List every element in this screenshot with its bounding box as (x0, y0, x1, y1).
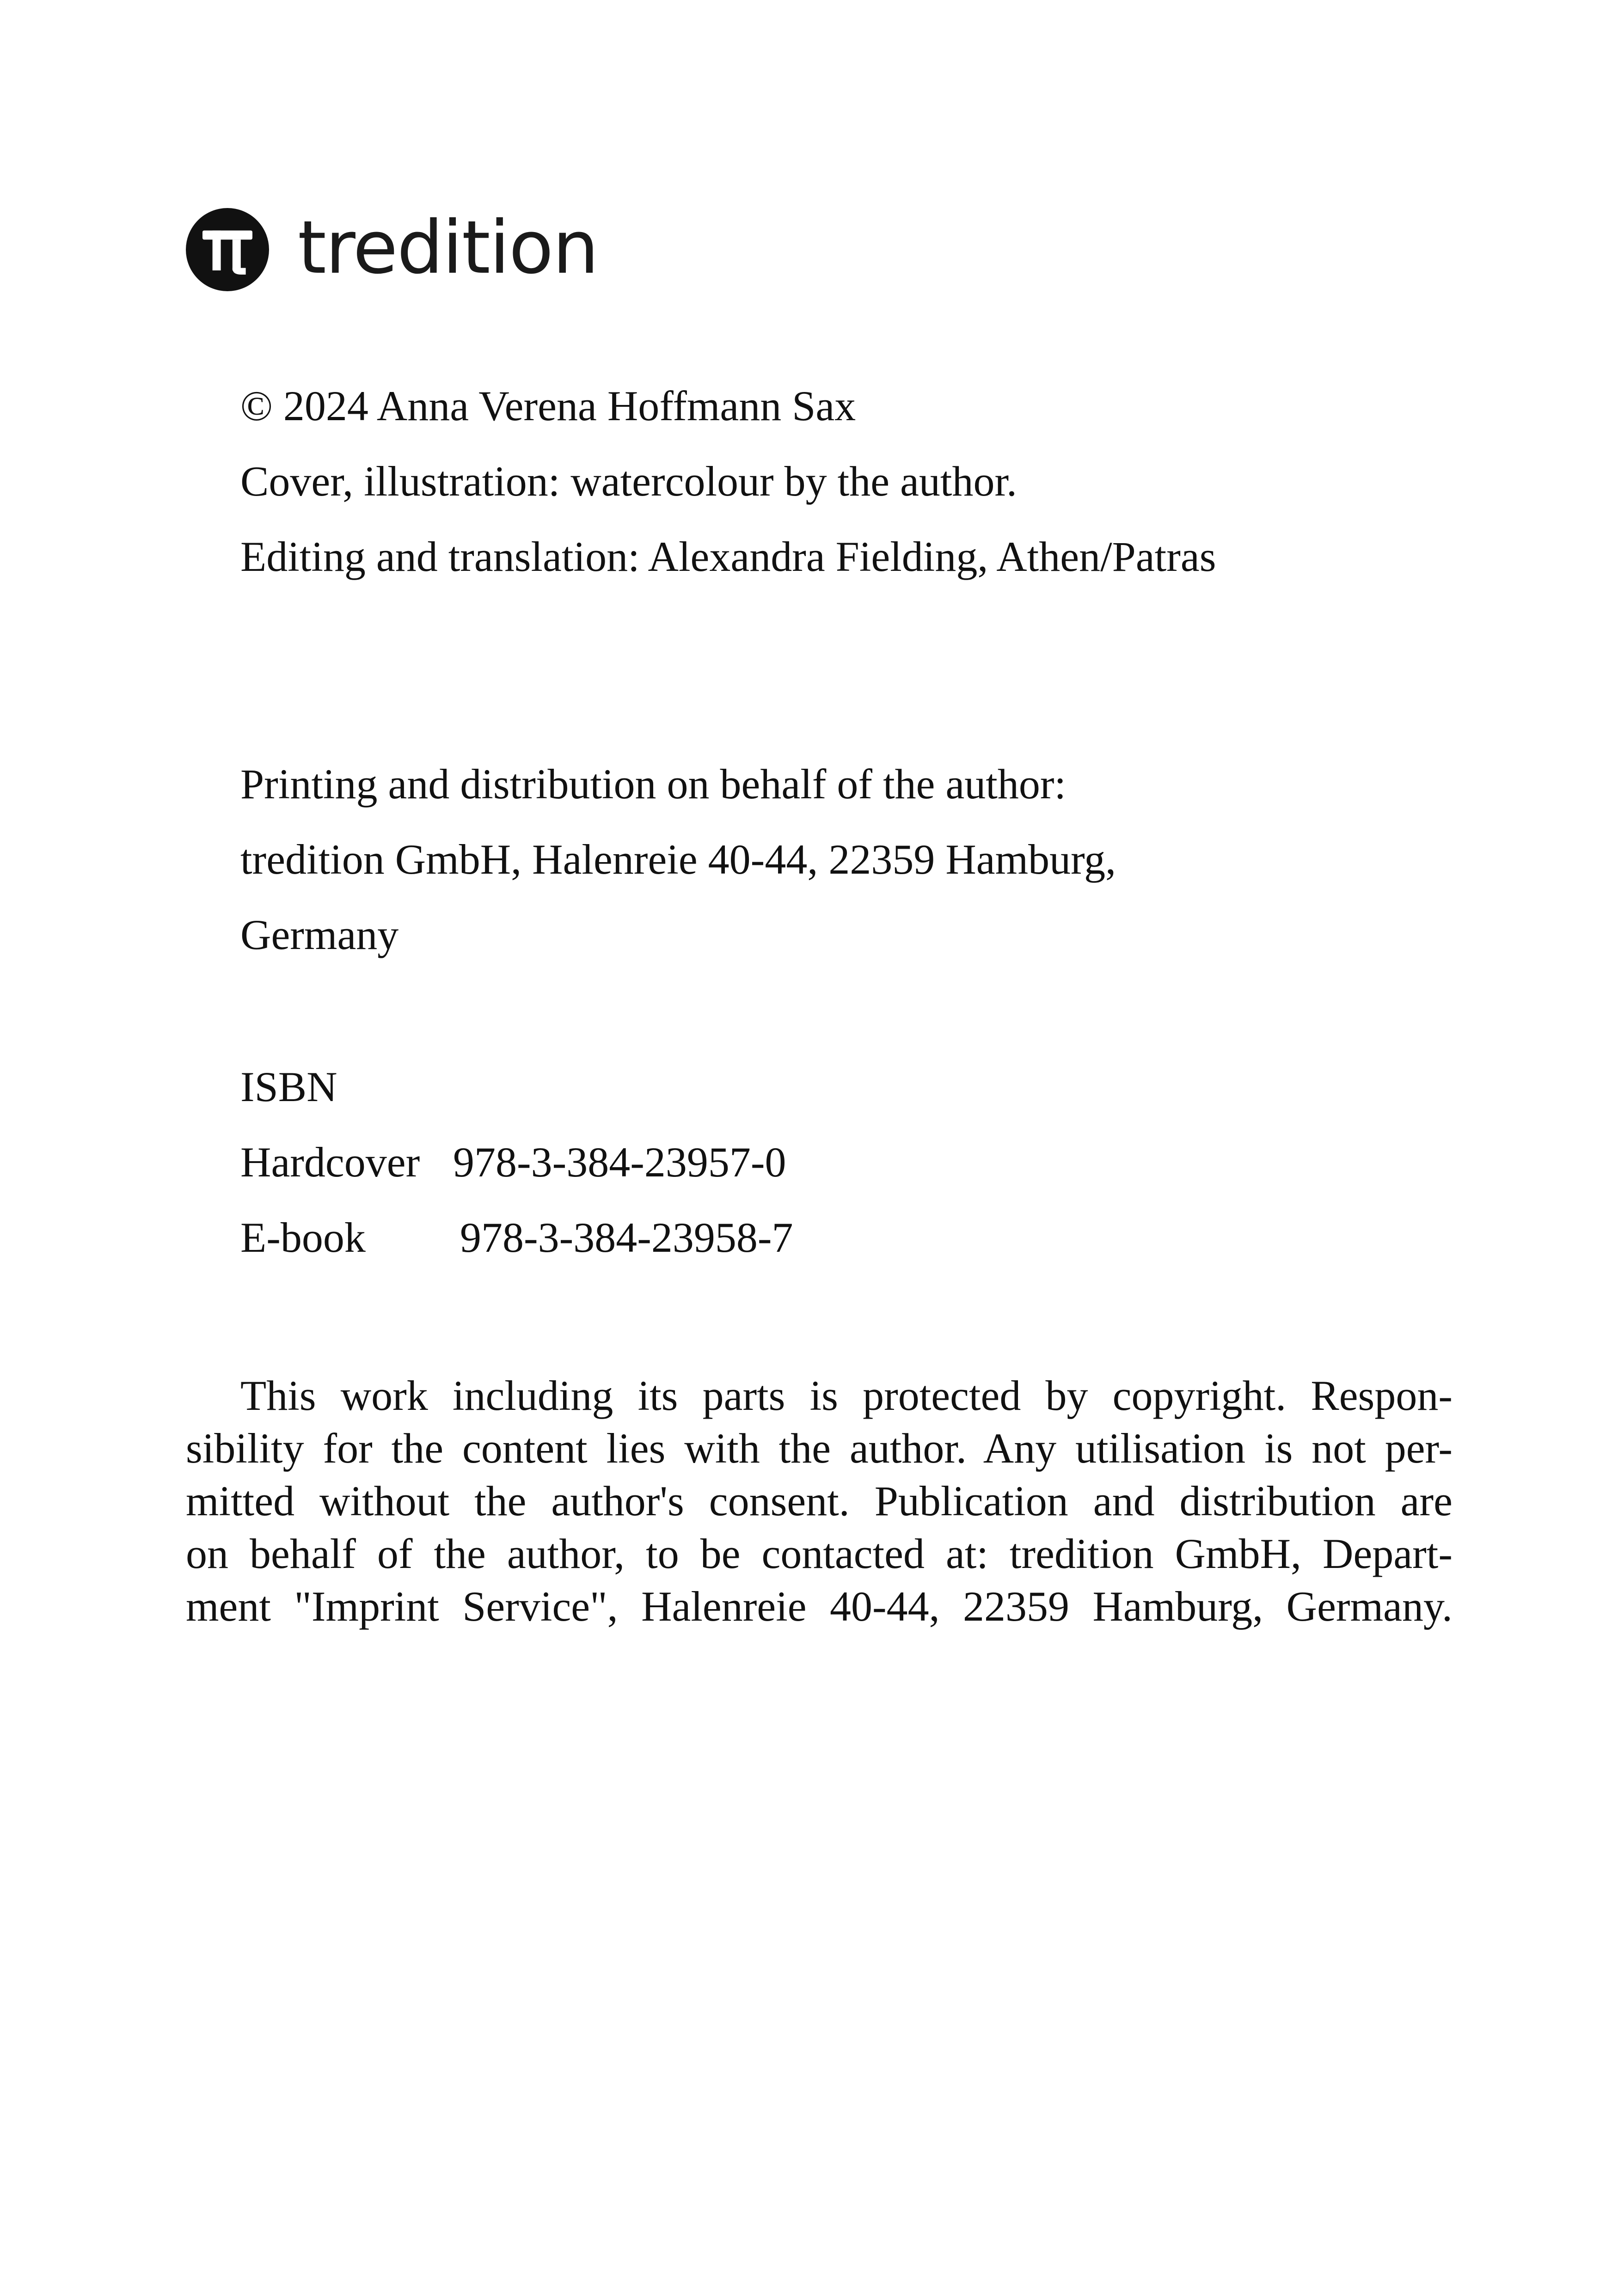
isbn-ebook-row (240, 1214, 793, 1261)
copyright-line: © 2024 Anna Verena Hoffmann Sax (240, 382, 856, 429)
notice-line-2: sibility for the content lies with the author. Any utilisation is not per- (186, 1425, 1453, 1472)
cover-credit-line: Cover, illustration: watercolour by the author. (240, 458, 1017, 505)
publisher-name: tredition (298, 205, 598, 290)
notice-line-1: This work including its parts is protected by copyright. Respon- (240, 1372, 1453, 1419)
notice-line-5: ment "Imprint Service", Halenreie 40-44, 22359 Hamburg, Germany. (186, 1583, 1453, 1630)
publisher-logo (186, 205, 598, 291)
isbn-hardcover-label: Hardcover (240, 1139, 420, 1186)
isbn-hardcover-value: 978-3-384-23957-0 (453, 1139, 786, 1186)
copyright-notice (186, 1369, 1453, 1633)
notice-line-3: mitted without the author's consent. Publication and distribution are (186, 1477, 1453, 1525)
tredition-logo-icon (186, 208, 269, 291)
isbn-ebook-label: E-book (240, 1214, 366, 1261)
isbn-hardcover-row (240, 1139, 786, 1186)
isbn-ebook-value: 978-3-384-23958-7 (460, 1214, 793, 1261)
printing-line-2: tredition GmbH, Halenreie 40-44, 22359 Hamburg, (240, 836, 1116, 883)
editing-credit-line: Editing and translation: Alexandra Fielding, Athen/Patras (240, 533, 1216, 580)
notice-line-4: on behalf of the author, to be contacted at: tredition GmbH, Depart- (186, 1530, 1453, 1577)
isbn-heading: ISBN (240, 1063, 337, 1110)
printing-line-3: Germany (240, 911, 399, 958)
printing-line-1: Printing and distribution on behalf of the author: (240, 760, 1066, 808)
